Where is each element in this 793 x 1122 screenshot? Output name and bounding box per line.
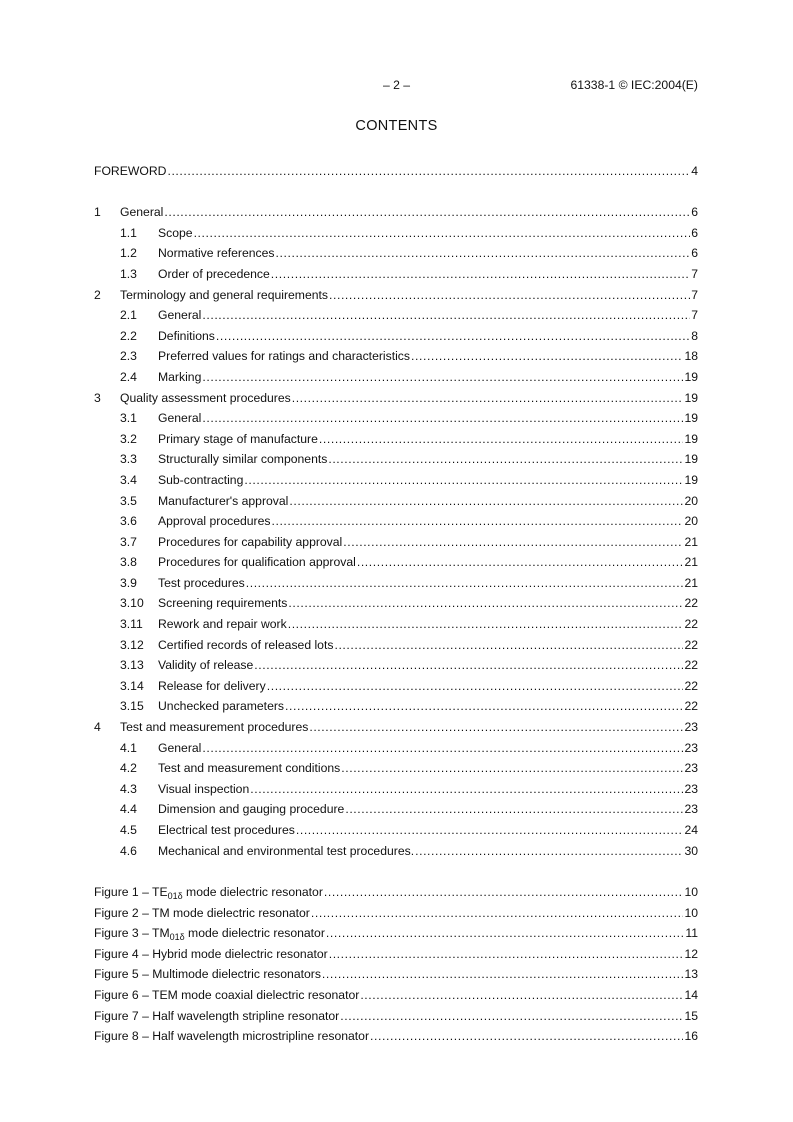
figure-label-text: Figure 5 – Multimode dielectric resonators [94, 967, 321, 982]
entry-body [158, 449, 698, 470]
entry-body [94, 882, 698, 903]
figure-label-text: Figure 2 – TM mode dielectric resonator [94, 905, 310, 920]
entry-page: 4 [691, 164, 698, 178]
toc-subsection-entry[interactable] [94, 243, 698, 264]
toc-subsection-entry[interactable] [94, 367, 698, 388]
entry-body [158, 264, 698, 285]
entry-label[interactable]: Procedures for capability approval [158, 534, 343, 549]
entry-body [158, 738, 698, 759]
toc-subsection-entry[interactable] [94, 346, 698, 367]
entry-number: 3.6 [120, 514, 137, 529]
entry-label[interactable]: Visual inspection [158, 781, 250, 796]
entry-body [94, 903, 698, 924]
dot-leader [341, 758, 683, 779]
table-of-contents [94, 161, 698, 861]
entry-label[interactable]: Order of precedence [158, 266, 270, 281]
entry-body [120, 388, 698, 409]
entry-number: 3.8 [120, 555, 137, 570]
document-id: 61338-1 © IEC:2004(E) [570, 78, 698, 92]
entry-page: 22 [684, 658, 698, 673]
dot-leader [202, 408, 683, 429]
dot-leader [202, 738, 683, 759]
entry-page: 7 [691, 266, 698, 281]
entry-page: 22 [684, 637, 698, 652]
figure-page: 11 [685, 926, 698, 941]
entry-number: 2.4 [120, 369, 137, 384]
figure-label-text: Figure 6 – TEM mode coaxial dielectric resonator [94, 987, 360, 1002]
entry-number: 4.3 [120, 781, 137, 796]
dot-leader [370, 1026, 683, 1047]
figure-entry[interactable] [94, 923, 698, 944]
figure-page: 10 [684, 905, 698, 920]
toc-section-entry[interactable] [94, 717, 698, 738]
entry-page: 23 [684, 781, 698, 796]
figure-page: 14 [684, 987, 698, 1002]
entry-page: 21 [684, 555, 698, 570]
toc-section-entry[interactable] [94, 285, 698, 306]
entry-number: 1 [94, 205, 101, 220]
toc-subsection-entry[interactable] [94, 552, 698, 573]
dot-leader [319, 429, 684, 450]
entry-page: 19 [684, 369, 698, 384]
entry-number: 3.7 [120, 534, 137, 549]
entry-body [94, 161, 698, 182]
dot-leader [296, 820, 684, 841]
dot-leader [289, 491, 683, 512]
entry-number: 3.11 [120, 617, 143, 632]
toc-section-entry[interactable] [94, 202, 698, 223]
entry-body [158, 758, 698, 779]
figure-label-text: Figure 4 – Hybrid mode dielectric resonator [94, 946, 328, 961]
entry-number: 3.2 [120, 431, 137, 446]
entry-page: 19 [684, 452, 698, 467]
entry-body [94, 964, 698, 985]
entry-body [158, 470, 698, 491]
entry-label[interactable]: General [158, 308, 202, 323]
entry-body [158, 593, 698, 614]
entry-body [158, 326, 698, 347]
entry-page: 23 [684, 802, 698, 817]
entry-body [94, 944, 698, 965]
figure-entry[interactable] [94, 903, 698, 924]
figure-label-text: Figure 7 – Half wavelength stripline resonator [94, 1008, 340, 1023]
entry-page: 7 [691, 308, 698, 323]
entry-body [158, 676, 698, 697]
entry-label[interactable]: General [158, 411, 202, 426]
entry-number: 4 [94, 720, 101, 735]
entry-page: 21 [684, 575, 698, 590]
entry-body [94, 985, 698, 1006]
entry-number: 3.14 [120, 678, 144, 693]
toc-subsection-entry[interactable] [94, 429, 698, 450]
entry-label[interactable]: Validity of release [158, 658, 254, 673]
toc-subsection-entry[interactable] [94, 655, 698, 676]
figure-entry[interactable] [94, 944, 698, 965]
toc-subsection-entry[interactable] [94, 779, 698, 800]
toc-subsection-entry[interactable] [94, 593, 698, 614]
entry-page: 18 [684, 349, 698, 364]
entry-page: 22 [684, 699, 698, 714]
dot-leader [360, 985, 683, 1006]
entry-body [158, 635, 698, 656]
figure-label[interactable] [94, 1006, 339, 1027]
toc-subsection-entry[interactable] [94, 820, 698, 841]
toc-subsection-entry[interactable] [94, 532, 698, 553]
entry-body [158, 841, 698, 862]
toc-subsection-entry[interactable] [94, 676, 698, 697]
entry-body [158, 511, 698, 532]
figure-label[interactable] [94, 923, 325, 944]
dot-leader [326, 923, 684, 944]
toc-subsection-entry[interactable] [94, 223, 698, 244]
entry-page: 6 [691, 246, 698, 261]
dot-leader [271, 264, 690, 285]
entry-label[interactable]: Mechanical and environmental test procedures. [158, 843, 415, 858]
dot-leader [345, 799, 683, 820]
entry-label[interactable]: Approval procedures [158, 514, 271, 529]
toc-subsection-entry[interactable] [94, 696, 698, 717]
figure-label[interactable] [94, 964, 321, 985]
entry-label[interactable]: General [158, 740, 202, 755]
entry-number: 2 [94, 287, 101, 302]
toc-subsection-entry[interactable] [94, 799, 698, 820]
list-of-figures [94, 882, 698, 1047]
entry-label[interactable]: Unchecked parameters [158, 699, 284, 714]
entry-number: 3.15 [120, 699, 144, 714]
figure-entry[interactable] [94, 1006, 698, 1027]
dot-leader [334, 635, 683, 656]
entry-label[interactable]: Procedures for qualification approval [158, 555, 356, 570]
dot-leader [288, 593, 683, 614]
entry-body [158, 243, 698, 264]
entry-label[interactable]: Quality assessment procedures [120, 390, 291, 405]
entry-label[interactable]: Release for delivery [158, 678, 266, 693]
dot-leader [202, 305, 690, 326]
entry-page: 21 [684, 534, 698, 549]
page-number: – 2 – [382, 78, 411, 92]
entry-body [94, 1006, 698, 1027]
dot-leader [415, 841, 683, 862]
entry-body [158, 532, 698, 553]
spacer [94, 182, 698, 203]
toc-subsection-entry[interactable] [94, 635, 698, 656]
figure-label-text: Figure 1 – TE [94, 885, 168, 899]
entry-page: 23 [684, 720, 698, 735]
dot-leader [276, 243, 691, 264]
entry-number: 2.2 [120, 328, 137, 343]
entry-number: 4.5 [120, 823, 137, 837]
entry-label[interactable]: Scope [158, 225, 193, 240]
toc-subsection-entry[interactable] [94, 573, 698, 594]
entry-page: 19 [684, 411, 698, 426]
toc-subsection-entry[interactable] [94, 264, 698, 285]
entry-page: 23 [684, 740, 698, 755]
entry-body [158, 614, 698, 635]
entry-body [120, 717, 698, 738]
figure-label[interactable] [94, 944, 328, 965]
entry-label[interactable]: Dimension and gauging procedure [158, 802, 345, 817]
entry-page: 19 [684, 390, 698, 405]
entry-body [158, 305, 698, 326]
entry-body [158, 408, 698, 429]
toc-subsection-entry[interactable] [94, 408, 698, 429]
entry-body [158, 223, 698, 244]
entry-label[interactable]: Primary stage of manufacture [158, 431, 318, 446]
entry-number: 3.4 [120, 472, 137, 487]
figure-page: 15 [684, 1008, 698, 1023]
page-header [0, 78, 793, 94]
dot-leader [164, 202, 690, 223]
dot-leader [309, 717, 683, 738]
dot-leader [328, 449, 683, 470]
entry-body [158, 346, 698, 367]
entry-number: 3.5 [120, 493, 137, 508]
entry-label[interactable]: Normative references [158, 246, 275, 261]
dot-leader [340, 1006, 683, 1027]
dot-leader [202, 367, 683, 388]
entry-page: 22 [684, 596, 698, 611]
dot-leader [343, 532, 683, 553]
dot-leader [246, 573, 684, 594]
entry-page: 6 [691, 225, 698, 240]
toc-subsection-entry[interactable] [94, 470, 698, 491]
toc-subsection-entry[interactable] [94, 491, 698, 512]
entry-number: 4.2 [120, 761, 137, 776]
entry-number: 3 [94, 390, 101, 405]
dot-leader [244, 470, 683, 491]
entry-number: 3.10 [120, 596, 144, 611]
entry-number: 3.1 [120, 411, 137, 426]
dot-leader [285, 696, 683, 717]
toc-subsection-entry[interactable] [94, 758, 698, 779]
figure-label-suffix: mode dielectric resonator [184, 926, 325, 941]
figure-label-subscript: 01δ [167, 891, 183, 901]
entry-body [158, 573, 698, 594]
page-title: CONTENTS [355, 118, 438, 134]
entry-label[interactable]: Certified records of released lots [158, 637, 334, 652]
figure-entry[interactable] [94, 964, 698, 985]
toc-subsection-entry[interactable] [94, 511, 698, 532]
entry-page: 24 [684, 823, 698, 837]
entry-page: 19 [684, 472, 698, 487]
dot-leader [324, 882, 684, 903]
entry-number: 3.13 [120, 658, 144, 673]
entry-body [158, 799, 698, 820]
figure-entry[interactable] [94, 1026, 698, 1047]
figure-entry[interactable] [94, 985, 698, 1006]
dot-leader [311, 903, 684, 924]
entry-page: 7 [691, 287, 698, 302]
entry-page: 22 [684, 678, 698, 693]
entry-body [158, 552, 698, 573]
dot-leader [411, 346, 683, 367]
entry-number: 3.3 [120, 452, 137, 467]
entry-number: 4.4 [120, 802, 137, 817]
entry-number: 4.6 [120, 843, 137, 858]
figure-label-text: Figure 3 – TM [94, 926, 170, 941]
dot-leader [329, 285, 690, 306]
dot-leader [271, 511, 683, 532]
dot-leader [194, 223, 691, 244]
entry-body [158, 367, 698, 388]
entry-number: 1.1 [120, 225, 137, 240]
entry-number: 2.1 [120, 308, 137, 323]
figure-label[interactable] [94, 985, 359, 1006]
entry-label[interactable]: General [120, 205, 164, 220]
entry-label[interactable]: Sub-contracting [158, 472, 244, 487]
toc-subsection-entry[interactable] [94, 449, 698, 470]
toc-subsection-entry[interactable] [94, 738, 698, 759]
figure-label-suffix: mode dielectric resonator [182, 885, 323, 899]
entry-label[interactable]: Test and measurement conditions [158, 761, 341, 776]
entry-body [158, 820, 698, 841]
dot-leader [167, 161, 690, 182]
entry-body [94, 1026, 698, 1047]
dot-leader [329, 944, 684, 965]
entry-label[interactable]: Marking [158, 369, 202, 384]
entry-label[interactable]: Electrical test procedures [158, 823, 295, 837]
dot-leader [292, 388, 684, 409]
figure-label[interactable] [94, 1026, 369, 1047]
figure-entry[interactable] [94, 882, 698, 903]
dot-leader [254, 655, 683, 676]
figure-page: 13 [684, 967, 698, 982]
entry-label[interactable]: Manufacturer's approval [158, 493, 289, 508]
dot-leader [357, 552, 684, 573]
entry-body [120, 202, 698, 223]
figure-label[interactable] [94, 882, 323, 903]
entry-page: 30 [684, 843, 698, 858]
entry-label[interactable]: FOREWORD [94, 164, 167, 178]
toc-section-entry[interactable] [94, 388, 698, 409]
entry-number: 3.12 [120, 637, 144, 652]
entry-body [158, 655, 698, 676]
figure-label-text: Figure 8 – Half wavelength microstripline resonator [94, 1029, 370, 1044]
dot-leader [250, 779, 683, 800]
entry-number: 4.1 [120, 740, 137, 755]
entry-body [158, 491, 698, 512]
entry-page: 19 [684, 431, 698, 446]
entry-label[interactable]: Structurally similar components [158, 452, 328, 467]
toc-subsection-entry[interactable] [94, 326, 698, 347]
dot-leader [216, 326, 690, 347]
figure-page: 16 [684, 1029, 698, 1044]
entry-label[interactable]: Screening requirements [158, 596, 288, 611]
entry-page: 20 [684, 514, 698, 529]
toc-entry-foreword[interactable] [94, 161, 698, 182]
entry-body [94, 923, 698, 944]
entry-body [120, 285, 698, 306]
dot-leader [288, 614, 684, 635]
entry-page: 6 [691, 205, 698, 220]
entry-body [158, 429, 698, 450]
entry-body [158, 779, 698, 800]
toc-subsection-entry[interactable] [94, 614, 698, 635]
entry-number: 1.3 [120, 266, 137, 281]
entry-label[interactable]: Definitions [158, 328, 215, 343]
entry-page: 8 [691, 328, 698, 343]
entry-label[interactable]: Terminology and general requirements [120, 287, 328, 302]
entry-page: 23 [684, 761, 698, 776]
figure-label-subscript: 01δ [169, 932, 185, 943]
toc-subsection-entry[interactable] [94, 305, 698, 326]
entry-page: 20 [684, 493, 698, 508]
figure-page: 10 [684, 885, 698, 899]
entry-body [158, 696, 698, 717]
figure-label[interactable] [94, 903, 310, 924]
entry-label[interactable]: Preferred values for ratings and characteristics [158, 349, 410, 364]
entry-number: 1.2 [120, 246, 137, 261]
entry-number: 2.3 [120, 349, 137, 364]
figure-page: 12 [684, 946, 698, 961]
dot-leader [322, 964, 684, 985]
entry-label[interactable]: Rework and repair work [158, 617, 287, 632]
entry-number: 3.9 [120, 575, 137, 590]
entry-page: 22 [684, 617, 698, 632]
entry-label[interactable]: Test procedures [158, 575, 245, 590]
entry-label[interactable]: Test and measurement procedures [120, 720, 309, 735]
toc-subsection-entry[interactable] [94, 841, 698, 862]
dot-leader [267, 676, 684, 697]
